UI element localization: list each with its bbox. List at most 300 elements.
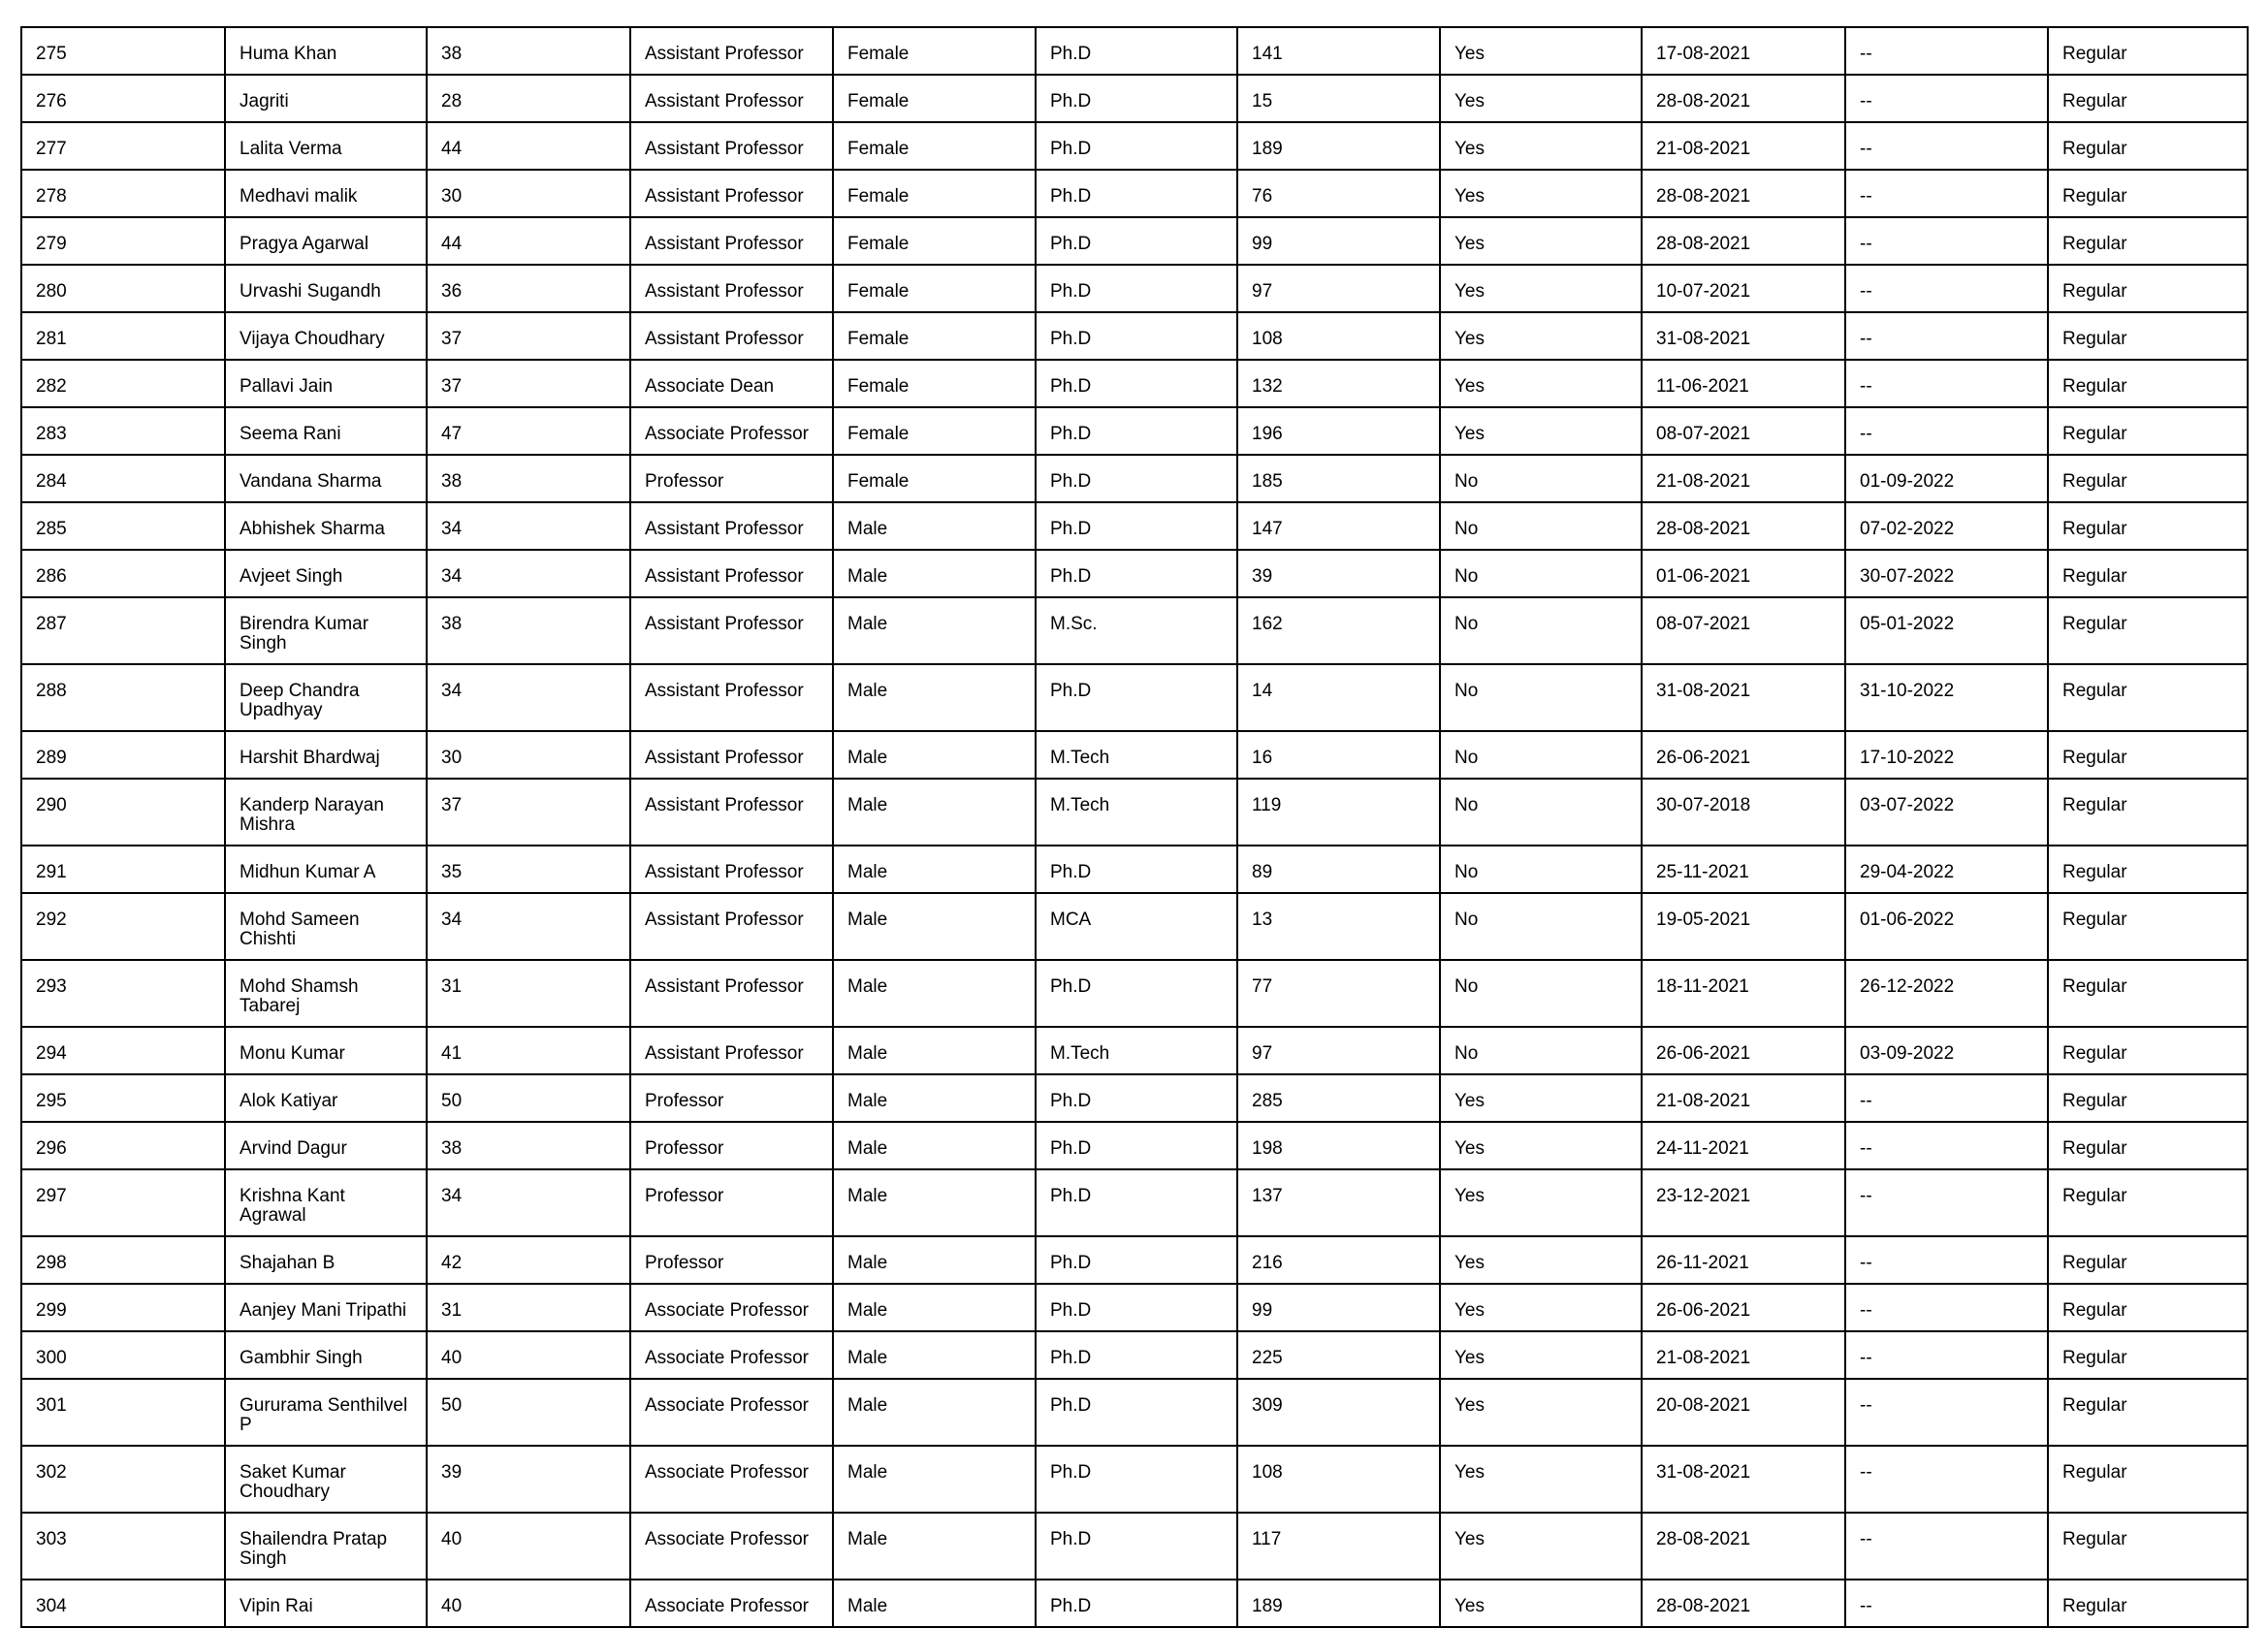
cell-qualification: Ph.D [1036, 502, 1237, 550]
cell-currently-working: Yes [1440, 1236, 1642, 1284]
cell-leaving-date: -- [1845, 360, 2048, 407]
cell-experience: 141 [1237, 27, 1440, 75]
cell-nature: Regular [2048, 312, 2248, 360]
cell-qualification: M.Tech [1036, 1027, 1237, 1074]
cell-qualification: Ph.D [1036, 1513, 1237, 1580]
cell-leaving-date: -- [1845, 170, 2048, 217]
cell-nature: Regular [2048, 846, 2248, 893]
cell-designation: Assistant Professor [630, 27, 833, 75]
cell-sno: 293 [21, 960, 225, 1027]
cell-sno: 301 [21, 1379, 225, 1446]
cell-sno: 287 [21, 597, 225, 664]
cell-currently-working: Yes [1440, 170, 1642, 217]
table-row [21, 550, 2248, 597]
cell-age: 37 [427, 779, 630, 846]
cell-gender: Male [833, 1027, 1036, 1074]
cell-currently-working: Yes [1440, 122, 1642, 170]
table-row [21, 122, 2248, 170]
cell-currently-working: No [1440, 455, 1642, 502]
cell-nature: Regular [2048, 360, 2248, 407]
cell-name: Mohd Sameen Chishti [225, 893, 427, 960]
cell-qualification: Ph.D [1036, 170, 1237, 217]
cell-gender: Male [833, 1379, 1036, 1446]
table-row [21, 1074, 2248, 1122]
cell-joining-date: 21-08-2021 [1642, 1074, 1845, 1122]
cell-experience: 196 [1237, 407, 1440, 455]
cell-nature: Regular [2048, 779, 2248, 846]
cell-currently-working: Yes [1440, 1169, 1642, 1236]
cell-nature: Regular [2048, 75, 2248, 122]
cell-experience: 162 [1237, 597, 1440, 664]
cell-experience: 77 [1237, 960, 1440, 1027]
cell-leaving-date: -- [1845, 1236, 2048, 1284]
cell-leaving-date: -- [1845, 312, 2048, 360]
cell-age: 34 [427, 502, 630, 550]
cell-experience: 309 [1237, 1379, 1440, 1446]
cell-age: 37 [427, 312, 630, 360]
table-row [21, 455, 2248, 502]
cell-name: Midhun Kumar A [225, 846, 427, 893]
cell-name: Mohd Shamsh Tabarej [225, 960, 427, 1027]
cell-gender: Female [833, 360, 1036, 407]
cell-designation: Assistant Professor [630, 597, 833, 664]
cell-age: 38 [427, 455, 630, 502]
cell-nature: Regular [2048, 1379, 2248, 1446]
cell-sno: 294 [21, 1027, 225, 1074]
cell-leaving-date: -- [1845, 1580, 2048, 1627]
cell-currently-working: Yes [1440, 1580, 1642, 1627]
cell-joining-date: 25-11-2021 [1642, 846, 1845, 893]
cell-nature: Regular [2048, 550, 2248, 597]
cell-experience: 119 [1237, 779, 1440, 846]
cell-qualification: Ph.D [1036, 312, 1237, 360]
cell-currently-working: Yes [1440, 312, 1642, 360]
table-row [21, 217, 2248, 265]
cell-nature: Regular [2048, 893, 2248, 960]
cell-qualification: Ph.D [1036, 1122, 1237, 1169]
cell-experience: 216 [1237, 1236, 1440, 1284]
cell-nature: Regular [2048, 455, 2248, 502]
cell-experience: 108 [1237, 312, 1440, 360]
cell-designation: Professor [630, 1169, 833, 1236]
cell-gender: Female [833, 217, 1036, 265]
cell-qualification: MCA [1036, 893, 1237, 960]
cell-leaving-date: 31-10-2022 [1845, 664, 2048, 731]
cell-experience: 99 [1237, 1284, 1440, 1331]
cell-age: 30 [427, 170, 630, 217]
cell-age: 36 [427, 265, 630, 312]
table-row [21, 1236, 2248, 1284]
cell-name: Gambhir Singh [225, 1331, 427, 1379]
cell-designation: Associate Dean [630, 360, 833, 407]
cell-nature: Regular [2048, 1122, 2248, 1169]
cell-gender: Male [833, 1331, 1036, 1379]
cell-name: Shajahan B [225, 1236, 427, 1284]
cell-name: Krishna Kant Agrawal [225, 1169, 427, 1236]
cell-joining-date: 08-07-2021 [1642, 407, 1845, 455]
cell-name: Shailendra Pratap Singh [225, 1513, 427, 1580]
cell-designation: Professor [630, 1122, 833, 1169]
cell-joining-date: 10-07-2021 [1642, 265, 1845, 312]
cell-designation: Assistant Professor [630, 217, 833, 265]
cell-designation: Associate Professor [630, 1513, 833, 1580]
cell-age: 37 [427, 360, 630, 407]
cell-qualification: Ph.D [1036, 960, 1237, 1027]
table-row [21, 779, 2248, 846]
cell-designation: Associate Professor [630, 1331, 833, 1379]
cell-joining-date: 21-08-2021 [1642, 122, 1845, 170]
table-row [21, 960, 2248, 1027]
cell-currently-working: Yes [1440, 265, 1642, 312]
cell-leaving-date: -- [1845, 75, 2048, 122]
cell-qualification: M.Sc. [1036, 597, 1237, 664]
cell-leaving-date: 01-09-2022 [1845, 455, 2048, 502]
cell-gender: Male [833, 731, 1036, 779]
cell-qualification: Ph.D [1036, 664, 1237, 731]
table-row [21, 731, 2248, 779]
cell-joining-date: 01-06-2021 [1642, 550, 1845, 597]
cell-designation: Assistant Professor [630, 75, 833, 122]
cell-nature: Regular [2048, 407, 2248, 455]
cell-nature: Regular [2048, 217, 2248, 265]
cell-leaving-date: -- [1845, 1446, 2048, 1513]
cell-qualification: Ph.D [1036, 27, 1237, 75]
cell-currently-working: Yes [1440, 75, 1642, 122]
cell-joining-date: 11-06-2021 [1642, 360, 1845, 407]
cell-currently-working: Yes [1440, 27, 1642, 75]
cell-nature: Regular [2048, 1513, 2248, 1580]
cell-sno: 285 [21, 502, 225, 550]
cell-leaving-date: -- [1845, 1284, 2048, 1331]
cell-currently-working: Yes [1440, 407, 1642, 455]
cell-sno: 279 [21, 217, 225, 265]
cell-name: Vandana Sharma [225, 455, 427, 502]
cell-leaving-date: -- [1845, 1074, 2048, 1122]
cell-name: Avjeet Singh [225, 550, 427, 597]
cell-name: Kanderp Narayan Mishra [225, 779, 427, 846]
cell-gender: Male [833, 1169, 1036, 1236]
cell-designation: Associate Professor [630, 1379, 833, 1446]
cell-joining-date: 21-08-2021 [1642, 455, 1845, 502]
cell-name: Urvashi Sugandh [225, 265, 427, 312]
cell-nature: Regular [2048, 1446, 2248, 1513]
cell-experience: 108 [1237, 1446, 1440, 1513]
cell-leaving-date: -- [1845, 407, 2048, 455]
cell-sno: 300 [21, 1331, 225, 1379]
cell-leaving-date: -- [1845, 1513, 2048, 1580]
cell-designation: Assistant Professor [630, 312, 833, 360]
table-row [21, 27, 2248, 75]
cell-nature: Regular [2048, 170, 2248, 217]
cell-qualification: M.Tech [1036, 731, 1237, 779]
cell-age: 42 [427, 1236, 630, 1284]
staff-table-body [21, 27, 2248, 1627]
cell-leaving-date: -- [1845, 122, 2048, 170]
table-row [21, 1513, 2248, 1580]
cell-experience: 117 [1237, 1513, 1440, 1580]
cell-age: 34 [427, 550, 630, 597]
cell-designation: Professor [630, 1236, 833, 1284]
cell-joining-date: 28-08-2021 [1642, 170, 1845, 217]
cell-joining-date: 28-08-2021 [1642, 217, 1845, 265]
cell-joining-date: 31-08-2021 [1642, 664, 1845, 731]
cell-joining-date: 24-11-2021 [1642, 1122, 1845, 1169]
cell-nature: Regular [2048, 502, 2248, 550]
cell-leaving-date: 29-04-2022 [1845, 846, 2048, 893]
cell-experience: 189 [1237, 122, 1440, 170]
table-row [21, 1169, 2248, 1236]
cell-gender: Female [833, 122, 1036, 170]
cell-age: 41 [427, 1027, 630, 1074]
cell-designation: Assistant Professor [630, 122, 833, 170]
cell-gender: Male [833, 597, 1036, 664]
cell-nature: Regular [2048, 1331, 2248, 1379]
cell-leaving-date: -- [1845, 1122, 2048, 1169]
cell-qualification: Ph.D [1036, 1379, 1237, 1446]
cell-gender: Female [833, 407, 1036, 455]
table-row [21, 360, 2248, 407]
cell-experience: 97 [1237, 1027, 1440, 1074]
cell-designation: Assistant Professor [630, 502, 833, 550]
cell-sno: 281 [21, 312, 225, 360]
cell-name: Arvind Dagur [225, 1122, 427, 1169]
cell-nature: Regular [2048, 1236, 2248, 1284]
cell-sno: 295 [21, 1074, 225, 1122]
table-row [21, 312, 2248, 360]
cell-sno: 276 [21, 75, 225, 122]
cell-qualification: Ph.D [1036, 1331, 1237, 1379]
cell-designation: Assistant Professor [630, 170, 833, 217]
cell-designation: Assistant Professor [630, 265, 833, 312]
cell-currently-working: Yes [1440, 1074, 1642, 1122]
cell-gender: Female [833, 265, 1036, 312]
table-row [21, 1446, 2248, 1513]
cell-qualification: Ph.D [1036, 217, 1237, 265]
table-row [21, 664, 2248, 731]
cell-currently-working: No [1440, 779, 1642, 846]
cell-experience: 89 [1237, 846, 1440, 893]
cell-currently-working: No [1440, 502, 1642, 550]
cell-gender: Male [833, 550, 1036, 597]
cell-currently-working: Yes [1440, 217, 1642, 265]
cell-sno: 304 [21, 1580, 225, 1627]
cell-currently-working: No [1440, 1027, 1642, 1074]
table-row [21, 502, 2248, 550]
cell-experience: 16 [1237, 731, 1440, 779]
cell-qualification: Ph.D [1036, 360, 1237, 407]
cell-gender: Male [833, 1284, 1036, 1331]
cell-nature: Regular [2048, 960, 2248, 1027]
cell-experience: 97 [1237, 265, 1440, 312]
table-row [21, 1331, 2248, 1379]
cell-experience: 15 [1237, 75, 1440, 122]
cell-designation: Assistant Professor [630, 550, 833, 597]
cell-experience: 189 [1237, 1580, 1440, 1627]
table-row [21, 170, 2248, 217]
cell-name: Aanjey Mani Tripathi [225, 1284, 427, 1331]
cell-leaving-date: 03-07-2022 [1845, 779, 2048, 846]
table-row [21, 597, 2248, 664]
cell-designation: Assistant Professor [630, 960, 833, 1027]
cell-age: 50 [427, 1074, 630, 1122]
cell-gender: Male [833, 1074, 1036, 1122]
cell-leaving-date: 01-06-2022 [1845, 893, 2048, 960]
cell-leaving-date: -- [1845, 265, 2048, 312]
cell-leaving-date: 30-07-2022 [1845, 550, 2048, 597]
cell-gender: Male [833, 1236, 1036, 1284]
cell-name: Pallavi Jain [225, 360, 427, 407]
cell-gender: Female [833, 27, 1036, 75]
cell-gender: Female [833, 312, 1036, 360]
cell-joining-date: 18-11-2021 [1642, 960, 1845, 1027]
cell-nature: Regular [2048, 731, 2248, 779]
cell-joining-date: 31-08-2021 [1642, 1446, 1845, 1513]
cell-gender: Male [833, 960, 1036, 1027]
cell-sno: 290 [21, 779, 225, 846]
cell-experience: 147 [1237, 502, 1440, 550]
cell-age: 39 [427, 1446, 630, 1513]
cell-sno: 278 [21, 170, 225, 217]
cell-joining-date: 28-08-2021 [1642, 1513, 1845, 1580]
cell-age: 31 [427, 960, 630, 1027]
cell-gender: Male [833, 1446, 1036, 1513]
cell-age: 40 [427, 1331, 630, 1379]
cell-sno: 297 [21, 1169, 225, 1236]
cell-qualification: Ph.D [1036, 75, 1237, 122]
cell-name: Monu Kumar [225, 1027, 427, 1074]
cell-currently-working: Yes [1440, 360, 1642, 407]
cell-experience: 137 [1237, 1169, 1440, 1236]
cell-age: 34 [427, 1169, 630, 1236]
cell-qualification: Ph.D [1036, 265, 1237, 312]
cell-leaving-date: 03-09-2022 [1845, 1027, 2048, 1074]
cell-currently-working: No [1440, 664, 1642, 731]
cell-designation: Associate Professor [630, 1580, 833, 1627]
cell-name: Jagriti [225, 75, 427, 122]
cell-designation: Assistant Professor [630, 731, 833, 779]
cell-name: Seema Rani [225, 407, 427, 455]
cell-sno: 289 [21, 731, 225, 779]
cell-joining-date: 19-05-2021 [1642, 893, 1845, 960]
cell-sno: 275 [21, 27, 225, 75]
cell-designation: Assistant Professor [630, 893, 833, 960]
cell-qualification: Ph.D [1036, 1236, 1237, 1284]
table-row [21, 1027, 2248, 1074]
cell-experience: 185 [1237, 455, 1440, 502]
cell-sno: 286 [21, 550, 225, 597]
cell-gender: Female [833, 170, 1036, 217]
cell-name: Medhavi malik [225, 170, 427, 217]
cell-sno: 291 [21, 846, 225, 893]
cell-experience: 285 [1237, 1074, 1440, 1122]
cell-leaving-date: 07-02-2022 [1845, 502, 2048, 550]
cell-gender: Female [833, 455, 1036, 502]
cell-joining-date: 28-08-2021 [1642, 1580, 1845, 1627]
cell-name: Alok Katiyar [225, 1074, 427, 1122]
cell-joining-date: 31-08-2021 [1642, 312, 1845, 360]
cell-nature: Regular [2048, 1074, 2248, 1122]
cell-leaving-date: 26-12-2022 [1845, 960, 2048, 1027]
cell-sno: 284 [21, 455, 225, 502]
cell-sno: 298 [21, 1236, 225, 1284]
cell-joining-date: 26-11-2021 [1642, 1236, 1845, 1284]
cell-age: 31 [427, 1284, 630, 1331]
cell-qualification: Ph.D [1036, 122, 1237, 170]
cell-joining-date: 26-06-2021 [1642, 1284, 1845, 1331]
table-row [21, 1379, 2248, 1446]
cell-qualification: Ph.D [1036, 1446, 1237, 1513]
table-row [21, 265, 2248, 312]
table-row [21, 407, 2248, 455]
cell-age: 38 [427, 597, 630, 664]
cell-leaving-date: -- [1845, 217, 2048, 265]
cell-designation: Assistant Professor [630, 664, 833, 731]
cell-name: Birendra Kumar Singh [225, 597, 427, 664]
cell-nature: Regular [2048, 1580, 2248, 1627]
cell-experience: 132 [1237, 360, 1440, 407]
cell-designation: Professor [630, 1074, 833, 1122]
cell-age: 40 [427, 1580, 630, 1627]
cell-age: 34 [427, 893, 630, 960]
table-row [21, 1122, 2248, 1169]
cell-designation: Assistant Professor [630, 846, 833, 893]
cell-experience: 99 [1237, 217, 1440, 265]
cell-currently-working: No [1440, 846, 1642, 893]
cell-sno: 288 [21, 664, 225, 731]
cell-leaving-date: -- [1845, 1169, 2048, 1236]
cell-currently-working: No [1440, 597, 1642, 664]
cell-qualification: Ph.D [1036, 1580, 1237, 1627]
cell-joining-date: 26-06-2021 [1642, 1027, 1845, 1074]
cell-currently-working: No [1440, 960, 1642, 1027]
cell-age: 38 [427, 1122, 630, 1169]
cell-designation: Associate Professor [630, 407, 833, 455]
cell-joining-date: 08-07-2021 [1642, 597, 1845, 664]
cell-age: 47 [427, 407, 630, 455]
cell-age: 50 [427, 1379, 630, 1446]
cell-nature: Regular [2048, 1169, 2248, 1236]
cell-qualification: Ph.D [1036, 1169, 1237, 1236]
cell-age: 40 [427, 1513, 630, 1580]
cell-sno: 299 [21, 1284, 225, 1331]
cell-experience: 14 [1237, 664, 1440, 731]
cell-currently-working: Yes [1440, 1513, 1642, 1580]
cell-joining-date: 28-08-2021 [1642, 75, 1845, 122]
cell-name: Vipin Rai [225, 1580, 427, 1627]
cell-experience: 13 [1237, 893, 1440, 960]
table-row [21, 75, 2248, 122]
cell-sno: 283 [21, 407, 225, 455]
cell-experience: 198 [1237, 1122, 1440, 1169]
cell-currently-working: Yes [1440, 1122, 1642, 1169]
cell-name: Deep Chandra Upadhyay [225, 664, 427, 731]
cell-currently-working: Yes [1440, 1284, 1642, 1331]
cell-gender: Male [833, 846, 1036, 893]
cell-sno: 282 [21, 360, 225, 407]
cell-designation: Associate Professor [630, 1284, 833, 1331]
cell-designation: Assistant Professor [630, 779, 833, 846]
cell-age: 34 [427, 664, 630, 731]
table-row [21, 893, 2248, 960]
cell-experience: 39 [1237, 550, 1440, 597]
cell-sno: 280 [21, 265, 225, 312]
cell-nature: Regular [2048, 265, 2248, 312]
cell-nature: Regular [2048, 597, 2248, 664]
cell-nature: Regular [2048, 27, 2248, 75]
cell-currently-working: Yes [1440, 1379, 1642, 1446]
cell-joining-date: 30-07-2018 [1642, 779, 1845, 846]
cell-joining-date: 23-12-2021 [1642, 1169, 1845, 1236]
